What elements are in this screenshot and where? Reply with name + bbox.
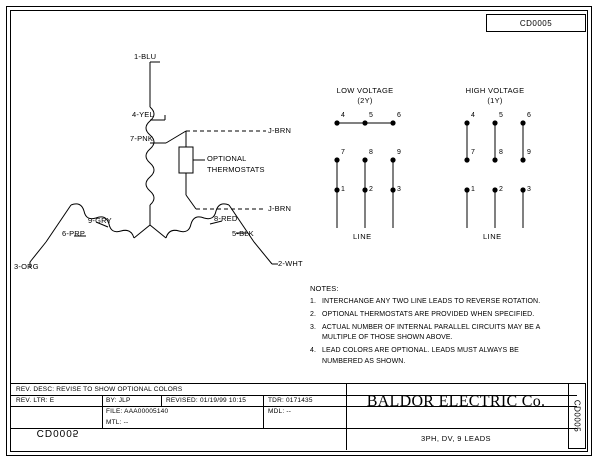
hv-line-label: LINE bbox=[483, 232, 502, 241]
note-item bbox=[310, 323, 560, 343]
revised-cell: REVISED: 01/19/99 10:15 bbox=[166, 397, 247, 404]
lv-terminal-1: 1 bbox=[341, 186, 345, 193]
lv-line-label: LINE bbox=[353, 232, 372, 241]
title-block-divider-d bbox=[263, 406, 264, 428]
thermostat-lead-top: J-BRN bbox=[268, 126, 292, 135]
high-voltage-title-2: (1Y) bbox=[487, 96, 503, 105]
rev-ltr-cell: REV. LTR: E bbox=[16, 397, 55, 404]
notes-list bbox=[310, 297, 560, 367]
hv-terminal-9: 9 bbox=[527, 149, 531, 156]
by-cell: BY: JLP bbox=[106, 397, 131, 404]
mdl-cell: MDL: -- bbox=[268, 408, 292, 415]
note-number: 1. bbox=[310, 297, 317, 305]
drawing-subtitle: 3PH, DV, 9 LEADS bbox=[421, 433, 491, 443]
hv-terminal-4: 4 bbox=[471, 112, 475, 119]
lv-terminal-8: 8 bbox=[369, 149, 373, 156]
rev-desc-cell: REV. DESC: REVISE TO SHOW OPTIONAL COLORS bbox=[16, 386, 183, 393]
lead-label-9-gry: 9-GRY bbox=[88, 216, 112, 225]
hv-terminal-1: 1 bbox=[471, 186, 475, 193]
thermostat-lead-bottom: J-BRN bbox=[268, 204, 292, 213]
hv-terminal-7: 7 bbox=[471, 149, 475, 156]
high-voltage-title-1: HIGH VOLTAGE bbox=[465, 86, 525, 95]
lv-terminal-9: 9 bbox=[397, 149, 401, 156]
mtl-cell: MTL: -- bbox=[106, 419, 129, 426]
drawing-number-side-text: CD0005 bbox=[572, 399, 582, 433]
title-block-divider-c bbox=[263, 395, 264, 406]
lv-terminal-4: 4 bbox=[341, 112, 345, 119]
note-number: 4. bbox=[310, 347, 317, 355]
tdr-cell: TDR: 0171435 bbox=[268, 397, 313, 404]
lead-label-6-prp: 6-PRP bbox=[62, 229, 86, 238]
lead-label-3-org: 3-ORG bbox=[14, 262, 39, 271]
note-text: LEAD COLORS ARE OPTIONAL. LEADS MUST ALWAYS BE NUMBERED AS SHOWN. bbox=[322, 347, 519, 365]
note-item bbox=[310, 310, 560, 320]
lead-label-1-blu: 1-BLU bbox=[134, 52, 157, 61]
lv-terminal-3: 3 bbox=[397, 186, 401, 193]
lead-label-7-pnk: 7-PNK bbox=[130, 134, 154, 143]
lead-label-4-yel: 4-YEL bbox=[132, 110, 154, 119]
note-number: 3. bbox=[310, 324, 317, 332]
lv-terminal-6: 6 bbox=[397, 112, 401, 119]
lv-terminal-2: 2 bbox=[369, 186, 373, 193]
note-text: OPTIONAL THERMOSTATS ARE PROVIDED WHEN SPECIFIED. bbox=[322, 311, 535, 319]
thermostat-caption-line2: THERMOSTATS bbox=[207, 165, 265, 174]
lead-label-5-blk: 5-BLK bbox=[232, 229, 254, 238]
low-voltage-title-2: (2Y) bbox=[357, 96, 373, 105]
note-text: INTERCHANGE ANY TWO LINE LEADS TO REVERSE ROTATION. bbox=[322, 297, 541, 305]
lead-label-2-wht: 2-WHT bbox=[278, 259, 303, 268]
lead-label-8-red: 8-RED bbox=[214, 214, 238, 223]
hv-terminal-2: 2 bbox=[499, 186, 503, 193]
lv-terminal-5: 5 bbox=[369, 112, 373, 119]
hv-terminal-3: 3 bbox=[527, 186, 531, 193]
notes-block bbox=[310, 284, 560, 370]
hv-terminal-5: 5 bbox=[499, 112, 503, 119]
note-item bbox=[310, 346, 560, 366]
title-block-divider-b bbox=[161, 395, 162, 406]
file-cell: FILE: AAA00005140 bbox=[106, 408, 169, 415]
drawing-number-top: CD0005 bbox=[486, 14, 586, 32]
note-item bbox=[310, 297, 560, 307]
thermostat-caption-line1: OPTIONAL bbox=[207, 154, 247, 163]
company-name: BALDOR ELECTRIC Co. bbox=[366, 393, 546, 410]
note-number: 2. bbox=[310, 311, 317, 319]
note-text: ACTUAL NUMBER OF INTERNAL PARALLEL CIRCUITS MAY BE A MULTIPLE OF THOSE SHOWN ABOVE. bbox=[322, 324, 540, 342]
hv-terminal-6: 6 bbox=[527, 112, 531, 119]
low-voltage-title-1: LOW VOLTAGE bbox=[336, 86, 394, 95]
lv-terminal-7: 7 bbox=[341, 149, 345, 156]
notes-heading: NOTES: bbox=[310, 284, 339, 293]
hv-terminal-8: 8 bbox=[499, 149, 503, 156]
drawing-number-bottom: CD0005 bbox=[36, 427, 80, 439]
